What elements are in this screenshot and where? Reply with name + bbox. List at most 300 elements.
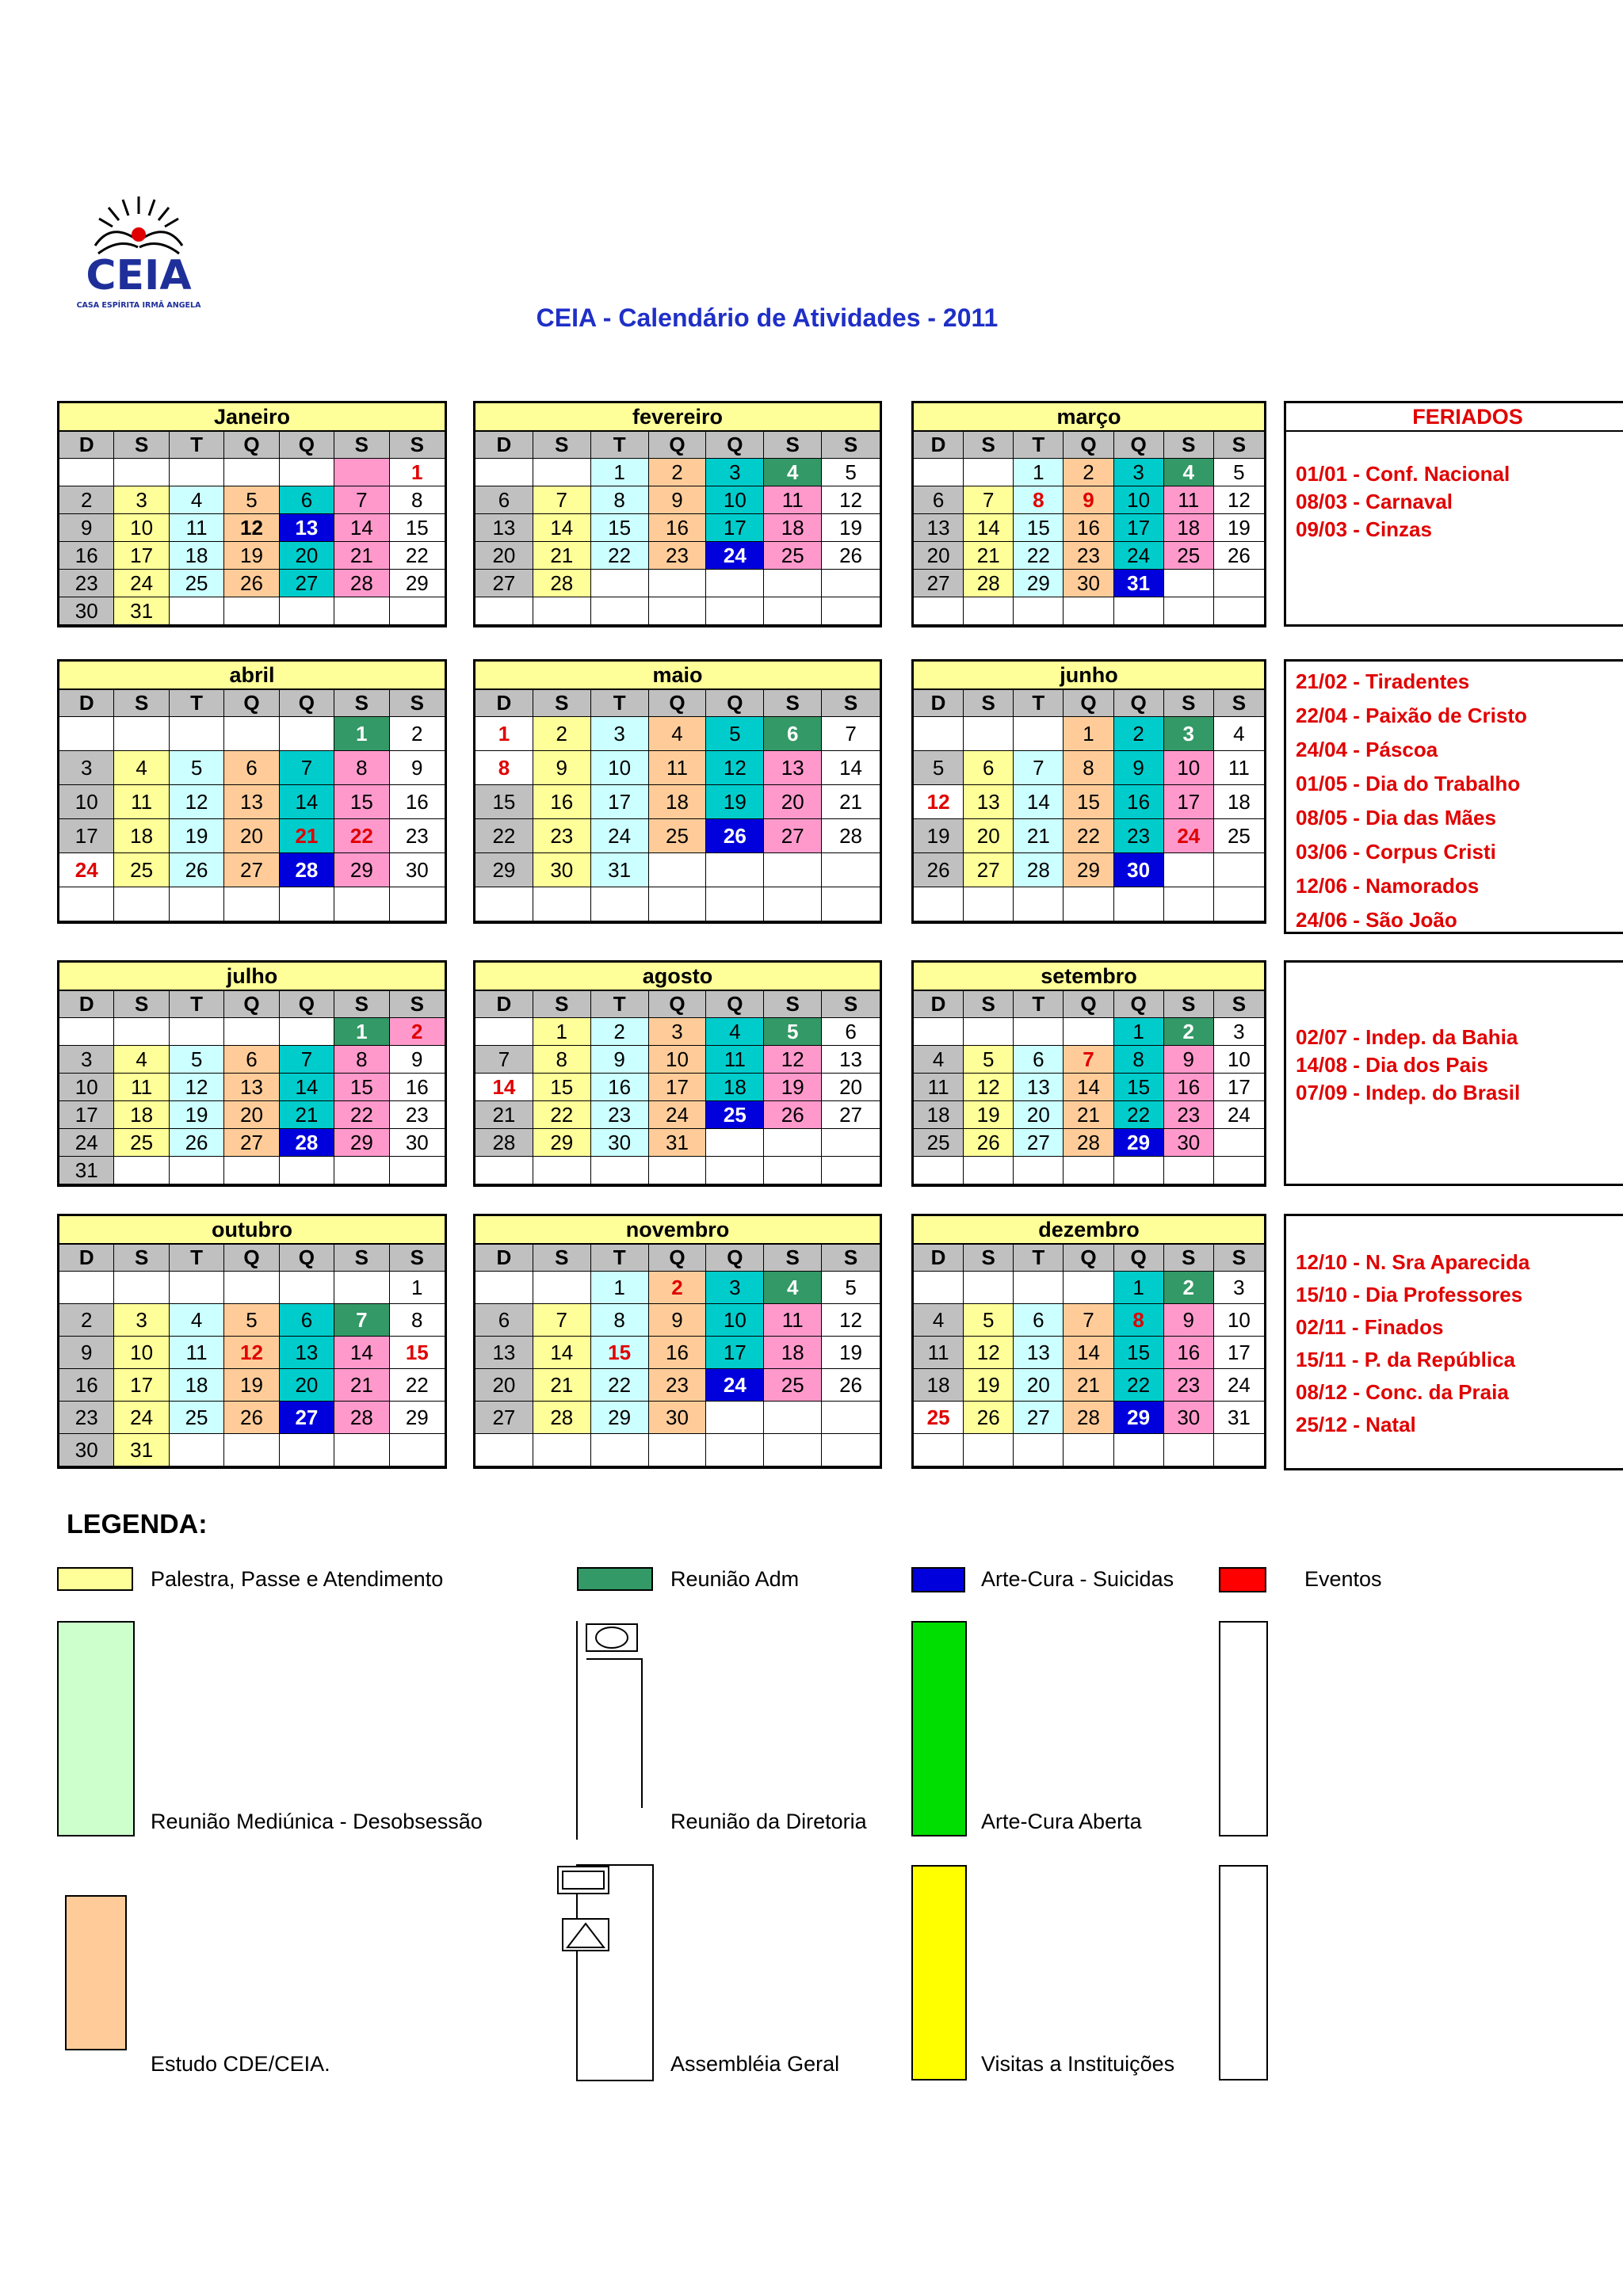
weekday-header: Q [706,432,764,459]
day-cell: 22 [1064,819,1113,853]
empty-day-cell [706,1157,764,1184]
weekday-header: Q [1064,991,1113,1018]
legend-title: LEGENDA: [67,1509,208,1539]
day-cell: 14 [1014,785,1064,819]
empty-day-cell [475,1157,533,1184]
day-cell: 12 [170,785,224,819]
month-name: novembro [475,1216,880,1245]
empty-day-cell [1014,1157,1064,1184]
day-cell: 26 [1214,542,1264,570]
empty-day-cell [1064,1157,1113,1184]
day-cell: 2 [59,1304,114,1337]
page-title: CEIA - Calendário de Atividades - 2011 [536,303,999,332]
day-cell: 16 [1114,785,1164,819]
legend-eventos-swatch [1219,1567,1266,1592]
day-cell: 3 [1214,1018,1264,1046]
month-name: Janeiro [59,403,445,432]
ceia-logo [63,190,214,317]
day-cell: 19 [170,1101,224,1129]
day-cell: 9 [649,1304,707,1337]
holiday-item: 24/06 - São João [1296,908,1457,932]
day-cell: 27 [964,853,1014,887]
empty-day-cell [649,597,707,625]
day-cell: 30 [591,1129,649,1157]
empty-day-cell [170,459,224,486]
weekday-header: S [334,1245,389,1272]
day-cell: 29 [1114,1402,1164,1434]
empty-day-cell [764,1157,822,1184]
day-cell: 29 [533,1129,591,1157]
day-cell: 31 [1114,570,1164,597]
empty-day-cell [706,853,764,887]
empty-day-cell [764,570,822,597]
empty-day-cell [224,459,279,486]
day-cell: 13 [224,785,279,819]
day-cell: 10 [1164,751,1214,785]
weekday-header: T [591,1245,649,1272]
weekday-header: S [1164,1245,1214,1272]
holiday-item: 02/11 - Finados [1296,1315,1444,1339]
legend-reuniao-adm-label: Reunião Adm [670,1567,800,1591]
holiday-item: 24/04 - Páscoa [1296,738,1438,761]
day-cell: 10 [59,785,114,819]
day-cell: 20 [280,1369,334,1402]
weekday-header: T [1014,1245,1064,1272]
day-cell: 2 [390,1018,445,1046]
day-cell: 29 [591,1402,649,1434]
day-cell: 1 [1014,459,1064,486]
weekday-header: S [334,690,389,717]
day-cell: 9 [1164,1046,1214,1074]
day-cell: 22 [1114,1101,1164,1129]
holiday-item: 03/06 - Corpus Cristi [1296,840,1496,864]
day-cell: 19 [1214,514,1264,542]
day-cell: 10 [114,514,169,542]
empty-day-cell [1114,1434,1164,1466]
day-cell: 8 [334,1046,389,1074]
legend-arte-cura-aberta-swatch [911,1621,967,1836]
empty-day-cell [591,597,649,625]
empty-day-cell [914,887,964,921]
day-cell: 23 [59,1402,114,1434]
weekday-header: Q [224,991,279,1018]
weekday-header: S [822,432,880,459]
day-cell: 9 [390,1046,445,1074]
weekday-header: S [533,991,591,1018]
day-cell: 17 [59,819,114,853]
empty-day-cell [964,1434,1014,1466]
day-cell: 28 [1064,1402,1113,1434]
weekday-header: Q [706,1245,764,1272]
empty-day-cell [706,1129,764,1157]
day-cell: 1 [334,1018,389,1046]
weekday-header: Q [1064,690,1113,717]
day-cell: 27 [1014,1129,1064,1157]
weekday-header: D [914,1245,964,1272]
day-cell: 10 [1214,1304,1264,1337]
month-5 [473,659,882,924]
day-cell: 20 [224,819,279,853]
day-cell: 19 [964,1369,1014,1402]
weekday-header: D [59,432,114,459]
empty-day-cell [280,459,334,486]
day-cell: 28 [280,853,334,887]
day-cell: 27 [280,1402,334,1434]
weekday-header: S [764,991,822,1018]
weekday-header: Q [1064,1245,1113,1272]
day-cell: 17 [591,785,649,819]
day-cell: 8 [591,1304,649,1337]
weekday-header: S [964,991,1014,1018]
day-cell: 6 [914,486,964,514]
day-cell: 26 [224,570,279,597]
day-cell: 26 [822,1369,880,1402]
weekday-header: Q [1064,432,1113,459]
day-cell: 6 [224,1046,279,1074]
weekday-header: S [114,991,169,1018]
day-cell: 3 [649,1018,707,1046]
day-cell: 25 [764,542,822,570]
day-cell: 13 [822,1046,880,1074]
empty-day-cell [334,1434,389,1466]
day-cell: 29 [1114,1129,1164,1157]
empty-day-cell [1014,717,1064,751]
weekday-header: T [591,991,649,1018]
day-cell: 10 [59,1074,114,1101]
day-cell: 6 [822,1018,880,1046]
empty-day-cell [764,597,822,625]
day-cell: 15 [475,785,533,819]
day-cell: 8 [1114,1046,1164,1074]
day-cell: 27 [475,570,533,597]
empty-day-cell [964,717,1014,751]
holidays-header: FERIADOS [1286,403,1623,432]
empty-day-cell [224,597,279,625]
day-cell: 1 [1064,717,1113,751]
day-cell: 20 [914,542,964,570]
weekday-header: Q [649,432,707,459]
day-cell: 11 [764,1304,822,1337]
empty-day-cell [170,717,224,751]
day-cell: 1 [334,717,389,751]
day-cell: 6 [475,486,533,514]
empty-day-cell [591,887,649,921]
empty-day-cell [170,1272,224,1304]
day-cell: 3 [706,459,764,486]
day-cell: 21 [822,785,880,819]
day-cell: 1 [390,1272,445,1304]
empty-day-cell [822,570,880,597]
weekday-header: T [1014,432,1064,459]
day-cell: 1 [591,1272,649,1304]
legend-palestra-swatch [57,1567,133,1591]
day-cell: 14 [280,785,334,819]
day-cell: 2 [591,1018,649,1046]
day-cell: 9 [390,751,445,785]
day-cell: 24 [1214,1369,1264,1402]
empty-day-cell [822,597,880,625]
day-cell: 6 [280,1304,334,1337]
day-cell: 13 [475,514,533,542]
day-cell: 14 [533,514,591,542]
day-cell: 14 [280,1074,334,1101]
day-cell: 25 [1164,542,1214,570]
day-cell: 30 [1114,853,1164,887]
day-cell: 10 [706,486,764,514]
day-cell: 22 [1114,1369,1164,1402]
day-cell: 12 [224,514,279,542]
day-cell: 9 [1114,751,1164,785]
weekday-header: S [390,991,445,1018]
empty-day-cell [1214,570,1264,597]
day-cell: 15 [1114,1074,1164,1101]
holiday-item: 15/11 - P. da República [1296,1348,1515,1371]
empty-day-cell [822,1129,880,1157]
empty-day-cell [591,1434,649,1466]
day-cell: 22 [390,542,445,570]
day-cell: 5 [170,1046,224,1074]
day-cell: 13 [475,1337,533,1369]
day-cell: 10 [1114,486,1164,514]
empty-day-cell [475,597,533,625]
empty-day-cell [533,1434,591,1466]
day-cell: 5 [1214,459,1264,486]
day-cell: 1 [390,459,445,486]
day-cell: 18 [764,514,822,542]
empty-day-cell [1164,887,1214,921]
day-cell: 4 [764,1272,822,1304]
day-cell: 11 [1164,486,1214,514]
day-cell: 11 [1214,751,1264,785]
day-cell: 16 [1164,1074,1214,1101]
day-cell: 14 [1064,1337,1113,1369]
day-cell: 16 [1064,514,1113,542]
holiday-item: 09/03 - Cinzas [1296,517,1432,541]
empty-day-cell [224,1272,279,1304]
day-cell: 23 [649,542,707,570]
legend-reuniao-adm-swatch [577,1567,653,1591]
day-cell: 13 [914,514,964,542]
day-cell: 16 [649,514,707,542]
empty-day-cell [822,1434,880,1466]
day-cell: 24 [114,1402,169,1434]
month-grid [475,690,880,921]
day-cell: 21 [280,819,334,853]
weekday-header: S [114,1245,169,1272]
empty-day-cell [649,887,707,921]
month-name: outubro [59,1216,445,1245]
day-cell: 7 [533,1304,591,1337]
month-7 [57,960,447,1187]
day-cell: 16 [390,785,445,819]
weekday-header: D [475,991,533,1018]
day-cell: 4 [170,486,224,514]
month-9 [911,960,1266,1187]
day-cell: 12 [764,1046,822,1074]
day-cell: 18 [170,542,224,570]
day-cell: 11 [170,514,224,542]
day-cell: 7 [334,486,389,514]
weekday-header: S [1214,690,1264,717]
empty-day-cell [114,1018,169,1046]
empty-day-cell [224,1434,279,1466]
holidays-q3-box [1284,960,1623,1186]
day-cell: 14 [1064,1074,1113,1101]
day-cell: 21 [1014,819,1064,853]
day-cell: 26 [224,1402,279,1434]
day-cell: 17 [114,1369,169,1402]
weekday-header: D [914,690,964,717]
day-cell: 23 [533,819,591,853]
empty-day-cell [964,1157,1014,1184]
day-cell: 13 [1014,1074,1064,1101]
day-cell: 5 [764,1018,822,1046]
day-cell: 30 [59,1434,114,1466]
month-name: maio [475,662,880,690]
day-cell: 17 [59,1101,114,1129]
month-name: julho [59,963,445,991]
empty-day-cell [59,717,114,751]
empty-day-cell [334,459,389,486]
day-cell: 24 [706,542,764,570]
day-cell: 24 [706,1369,764,1402]
empty-day-cell [475,1272,533,1304]
day-cell: 5 [964,1046,1014,1074]
empty-day-cell [1014,597,1064,625]
weekday-header: Q [280,432,334,459]
day-cell: 31 [1214,1402,1264,1434]
weekday-header: S [822,1245,880,1272]
day-cell: 1 [1114,1018,1164,1046]
empty-day-cell [822,887,880,921]
day-cell: 21 [1064,1369,1113,1402]
day-cell: 7 [1064,1046,1113,1074]
weekday-header: S [334,432,389,459]
day-cell: 16 [59,1369,114,1402]
day-cell: 12 [822,486,880,514]
empty-day-cell [964,597,1014,625]
day-cell: 20 [1014,1369,1064,1402]
day-cell: 16 [533,785,591,819]
weekday-header: Q [280,991,334,1018]
day-cell: 18 [114,1101,169,1129]
empty-day-cell [114,887,169,921]
holidays-q1-box [1284,401,1623,627]
empty-day-cell [59,459,114,486]
weekday-header: T [170,1245,224,1272]
day-cell: 15 [591,514,649,542]
day-cell: 21 [533,542,591,570]
legend-diretoria-swatch [575,1621,655,1840]
day-cell: 18 [706,1074,764,1101]
day-cell: 27 [914,570,964,597]
empty-day-cell [1214,853,1264,887]
day-cell: 8 [475,751,533,785]
empty-day-cell [964,459,1014,486]
empty-day-cell [1014,1272,1064,1304]
empty-day-cell [706,1402,764,1434]
day-cell: 16 [59,542,114,570]
weekday-header: T [170,690,224,717]
day-cell: 8 [1114,1304,1164,1337]
day-cell: 5 [964,1304,1014,1337]
empty-day-cell [390,1434,445,1466]
day-cell: 22 [334,1101,389,1129]
day-cell: 19 [706,785,764,819]
weekday-header: Q [649,991,707,1018]
day-cell: 26 [764,1101,822,1129]
day-cell: 28 [533,570,591,597]
day-cell: 4 [649,717,707,751]
empty-day-cell [1214,1129,1264,1157]
day-cell: 28 [533,1402,591,1434]
day-cell: 11 [706,1046,764,1074]
month-grid [475,1245,880,1466]
day-cell: 9 [591,1046,649,1074]
day-cell: 29 [475,853,533,887]
day-cell: 18 [1164,514,1214,542]
day-cell: 20 [964,819,1014,853]
weekday-header: D [914,432,964,459]
day-cell: 20 [224,1101,279,1129]
month-grid [475,991,880,1184]
weekday-header: Q [1114,1245,1164,1272]
empty-day-cell [280,1018,334,1046]
day-cell: 4 [914,1304,964,1337]
empty-day-cell [1214,1157,1264,1184]
legend-palestra-label: Palestra, Passe e Atendimento [151,1567,444,1591]
day-cell: 5 [822,1272,880,1304]
day-cell: 3 [1214,1272,1264,1304]
empty-day-cell [1164,1157,1214,1184]
day-cell: 6 [964,751,1014,785]
empty-day-cell [280,597,334,625]
empty-day-cell [533,459,591,486]
legend-arte-cura-suicidas-label: Arte-Cura - Suicidas [981,1567,1174,1591]
month-12 [911,1214,1266,1469]
day-cell: 21 [1064,1101,1113,1129]
day-cell: 14 [533,1337,591,1369]
day-cell: 14 [475,1074,533,1101]
empty-day-cell [764,887,822,921]
weekday-header: Q [706,690,764,717]
month-name: junho [914,662,1264,690]
weekday-header: S [533,432,591,459]
day-cell: 5 [224,486,279,514]
weekday-header: S [533,690,591,717]
day-cell: 25 [914,1129,964,1157]
day-cell: 7 [822,717,880,751]
day-cell: 7 [334,1304,389,1337]
empty-day-cell [170,597,224,625]
day-cell: 12 [706,751,764,785]
empty-day-cell [170,1018,224,1046]
day-cell: 29 [334,853,389,887]
day-cell: 8 [591,486,649,514]
empty-day-cell [170,887,224,921]
day-cell: 28 [334,570,389,597]
day-cell: 17 [706,514,764,542]
weekday-header: Q [706,991,764,1018]
day-cell: 8 [390,486,445,514]
empty-day-cell [914,459,964,486]
day-cell: 22 [334,819,389,853]
day-cell: 6 [224,751,279,785]
month-3 [911,401,1266,627]
day-cell: 15 [1064,785,1113,819]
day-cell: 22 [533,1101,591,1129]
empty-day-cell [334,1272,389,1304]
